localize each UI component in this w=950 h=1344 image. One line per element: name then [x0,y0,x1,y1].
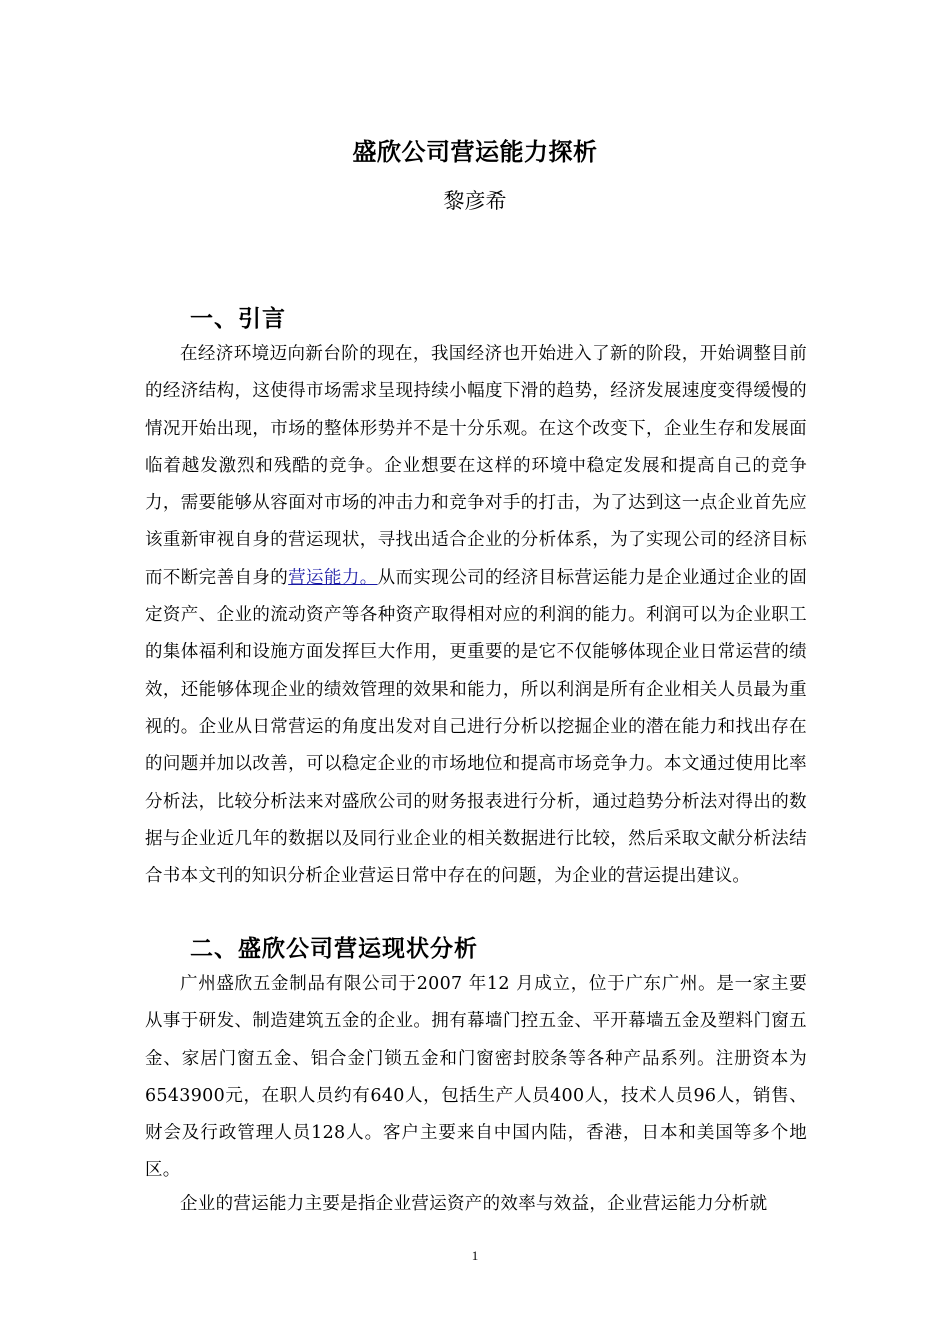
document-title: 盛欣公司营运能力探析 [352,138,598,166]
introduction-paragraph [145,336,807,895]
section-heading-status-analysis: 二、盛欣公司营运现状分析 [190,936,478,962]
introduction-text-before-link: 在经济环境迈向新台阶的现在，我国经济也开始进入了新的阶段，开始调整目前的经济结构，这使得市场需求呈现持续小幅度下滑的趋势，经济发展速度变得缓慢的情况开始出现，市场的整体形势并不是十分乐观。在这个改变下，企业生存和发展面临着越发激烈和残酷的竞争。企业想要在这样的环境中稳定发展和提高自己的竞争力，需要能够从容面对市场的冲击力和竞争对手的打击，为了达到这一点企业首先应该重新审视自身的营运现状，寻找出适合企业的分析体系，为了实现公司的经济目标而不断完善自身的 [145,344,807,588]
page-number: 1 [471,1248,479,1263]
operating-capacity-link[interactable]: 营运能力。 [288,567,378,588]
section-heading-introduction: 一、引言 [190,306,286,332]
document-author: 黎彦希 [443,189,507,213]
company-profile-paragraph: 广州盛欣五金制品有限公司于2007 年12 月成立，位于广东广州。是一家主要从事于研发、制造建筑五金的企业。拥有幕墙门控五金、平开幕墙五金及塑料门窗五金、家居门窗五金、铝合金门锁五金和门窗密封胶条等各种产品系列。注册资本为6543900元，在职人员约有640人，包括生产人员400人，技术人员96人，销售、财会及行政管理人员128人。客户主要来自中国内陆，香港，日本和美国等多个地区。 [145,974,807,1181]
operating-capacity-paragraph: 企业的营运能力主要是指企业营运资产的效率与效益，企业营运能力分析就 [180,1194,768,1214]
introduction-text-after-link: 从而实现公司的经济目标营运能力是企业通过企业的固定资产、企业的流动资产等各种资产取得相对应的利润的能力。利润可以为企业职工的集体福利和设施方面发挥巨大作用，更重要的是它不仅能够体现企业日常运营的绩效，还能够体现企业的绩效管理的效果和能力，所以利润是所有企业相关人员最为重视的。企业从日常营运的角度出发对自己进行分析以挖掘企业的潜在能力和找出存在的问题并加以改善，可以稳定企业的市场地位和提高市场竞争力。本文通过使用比率分析法，比较分析法来对盛欣公司的财务报表进行分析，通过趋势分析法对得出的数据与企业近几年的数据以及同行业企业的相关数据进行比较，然后采取文献分析法结合书本文刊的知识分析企业营运日常中存在的问题，为企业的营运提出建议。 [145,567,808,887]
